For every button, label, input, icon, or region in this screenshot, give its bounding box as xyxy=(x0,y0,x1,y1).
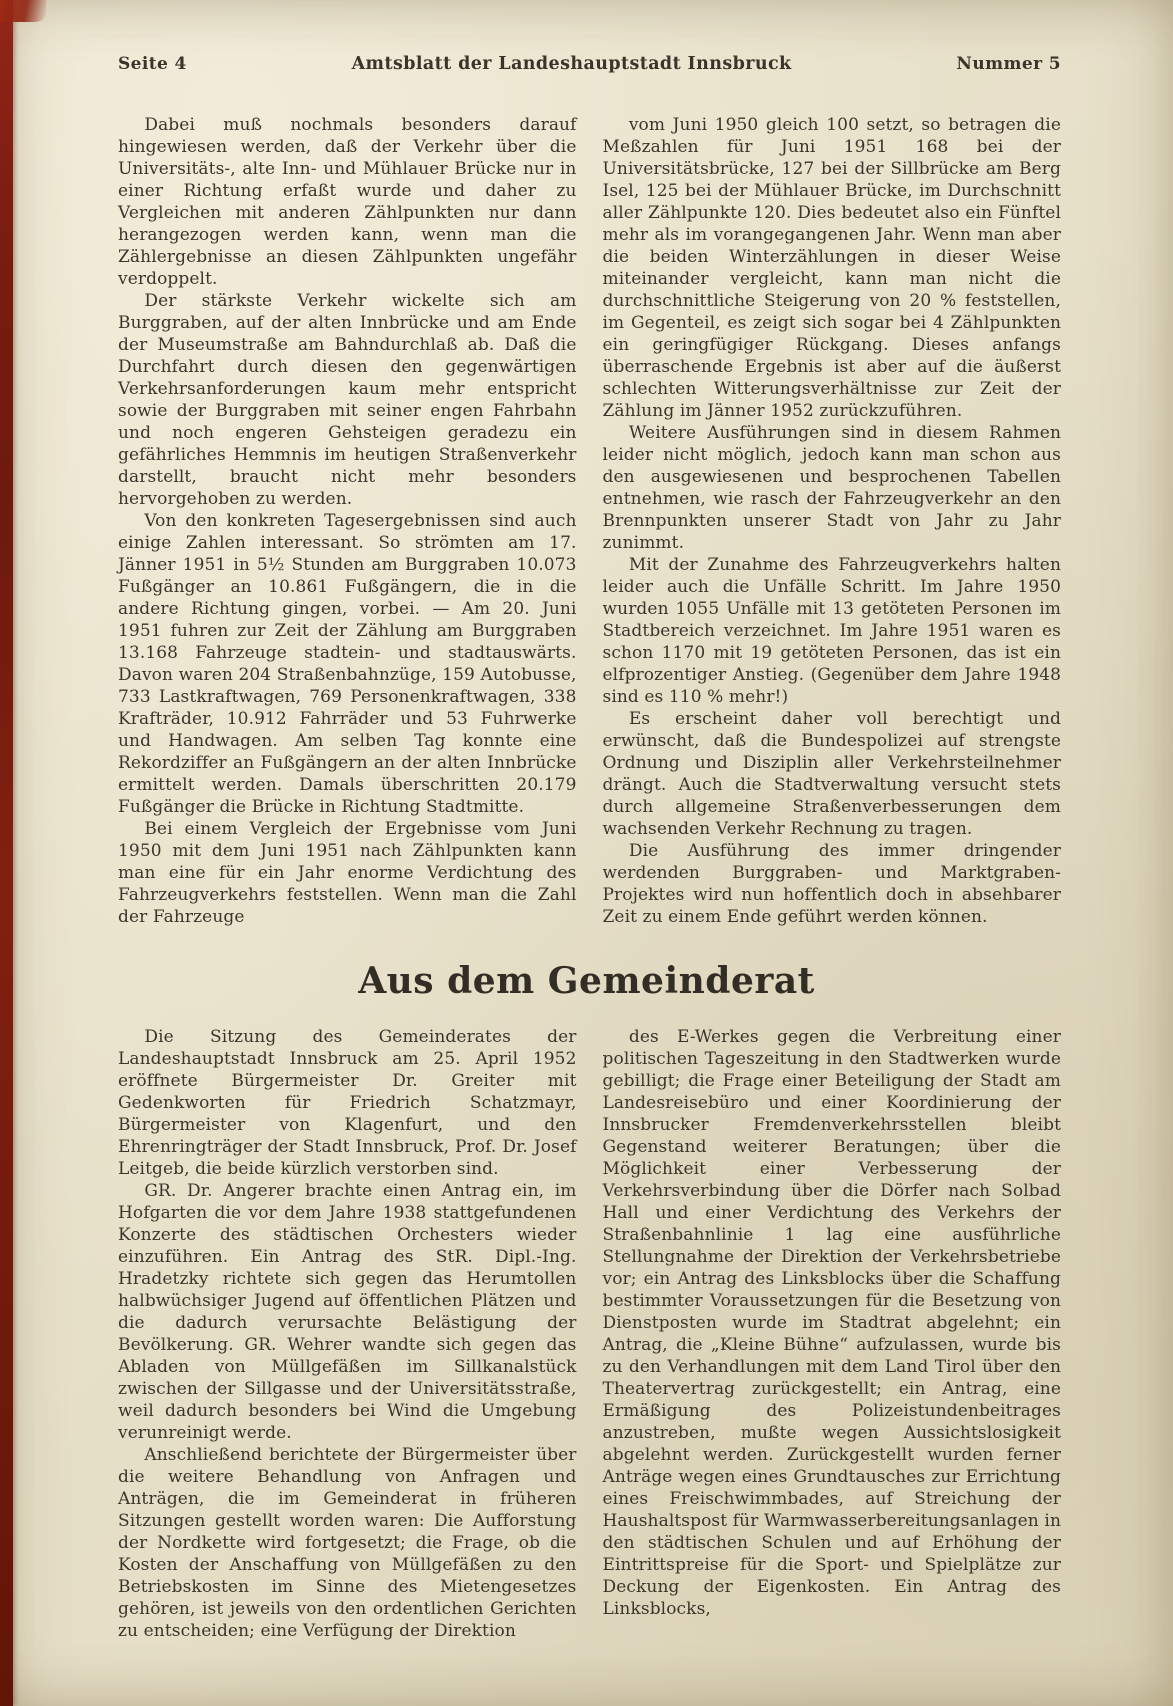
paragraph: Anschließend berichtete der Bürgermeister über die weitere Behandlung von Anfragen und Anträgen, die im Gemeinderat in früheren Sitzungen gestellt worden waren: Die Aufforstung der Nordkette wird fortgesetzt; die Frage, ob die Kosten der Anschaffung von Müllgefäßen zu den Betriebskosten im Sinne des Mietengesetzes gehören, ist jeweils von den ordentlichen Gerichten zu entscheiden; eine Verfügung der Direktion xyxy=(118,1445,577,1641)
council-right-column xyxy=(603,1026,1062,1642)
paragraph: Weitere Ausführungen sind in diesem Rahmen leider nicht möglich, jedoch kann man schon aus den ausgewiesenen und besprochenen Tabellen entnehmen, wie rasch der Fahrzeugverkehr an den Brennpunkten unserer Stadt von Jahr zu Jahr zunimmt. xyxy=(602,423,1061,553)
paragraph: des E-Werkes gegen die Verbreitung einer politischen Tageszeitung in den Stadtwerken wurde gebilligt; die Frage einer Beteiligung der Stadt am Landesreisebüro und einer Koordinierung der Innsbrucker Fremdenverkehrsstellen bleibt Gegenstand weiterer Beratungen; über die Möglichkeit einer Verbesserung der Verkehrsverbindung über die Dörfer nach Solbad Hall und einer Verdichtung des Verkehrs der Straßenbahnlinie 1 lag eine ausführliche Stellungnahme der Direktion der Verkehrsbetriebe vor; ein Antrag des Linksblocks über die Schaffung bestimmter Voraussetzungen für die Besetzung von Dienstposten wurde im Stadtrat abgelehnt; ein Antrag, die „Kleine Bühne“ aufzulassen, wurde bis zu den Verhandlungen mit dem Land Tirol über den Theatervertrag zurückgestellt; ein Antrag, eine Ermäßigung des Polizeistundenbeitrages anzustreben, mußte wegen Aussichtslosigkeit abgelehnt werden. Zurückgestellt wurden ferner Anträge wegen eines Grundtausches zur Errichtung eines Freischwimmbades, auf Streichung der Haushaltspost für Warmwasserbereitungsanlagen in den städtischen Schulen und auf Erhöhung der Eintrittspreise für die Sport- und Spielplätze zur Deckung der Eigenkosten. Ein Antrag des Linksblocks, xyxy=(602,1027,1061,1619)
section-heading: Aus dem Gemeinderat xyxy=(358,960,815,1002)
traffic-right-column xyxy=(603,114,1062,928)
paragraph: Die Sitzung des Gemeinderates der Landeshauptstadt Innsbruck am 25. April 1952 eröffnete Bürgermeister Dr. Greiter mit Gedenkworten für Friedrich Schatzmayr, Bürgermeister von Klagenfurt, und den Ehrenringträger der Stadt Innsbruck, Prof. Dr. Josef Leitgeb, die beide kürzlich verstorben sind. xyxy=(118,1027,577,1179)
paragraph: Dabei muß nochmals besonders darauf hingewiesen werden, daß der Verkehr über die Universitäts-, alte Inn- und Mühlauer Brücke nur in einer Richtung erfaßt wurde und daher zu Vergleichen mit anderen Zählpunkten nur dann herangezogen werden kann, wenn man die Zählergebnisse an diesen Zählpunkten ungefähr verdoppelt. xyxy=(118,115,577,289)
paragraph: vom Juni 1950 gleich 100 setzt, so betragen die Meßzahlen für Juni 1951 168 bei der Universitätsbrücke, 127 bei der Sillbrücke am Berg Isel, 125 bei der Mühlauer Brücke, im Durchschnitt aller Zählpunkte 120. Dies bedeutet also ein Fünftel mehr als im vorangegangenen Jahr. Wenn man aber die beiden Winterzählungen in dieser Weise miteinander vergleicht, kann man nicht die durchschnittliche Steigerung von 20 % feststellen, im Gegenteil, es zeigt sich sogar bei 4 Zählpunkten ein geringfügiger Rückgang. Dieses anfangs überraschende Ergebnis ist aber auf die äußerst schlechten Witterungsverhältnisse zur Zeit der Zählung im Jänner 1952 zurückzuführen. xyxy=(602,115,1061,421)
paragraph: Der stärkste Verkehr wickelte sich am Burggraben, auf der alten Innbrücke und am Ende der Museumstraße am Bahndurchlaß ab. Daß die Durchfahrt durch diesen den gegenwärtigen Verkehrsanforderungen kaum mehr entspricht sowie der Burggraben mit seiner engen Fahrbahn und noch engeren Gehsteigen geradezu ein gefährliches Hemmnis im heutigen Straßenverkehr darstellt, braucht nicht mehr besonders hervorgehoben zu werden. xyxy=(118,291,577,509)
paragraph: Die Ausführung des immer dringender werdenden Burggraben- und Marktgraben-Projektes wird nun hoffentlich doch in absehbarer Zeit zu einem Ende geführt werden können. xyxy=(602,841,1061,927)
paragraph: GR. Dr. Angerer brachte einen Antrag ein, im Hofgarten die vor dem Jahre 1938 stattgefundenen Konzerte des städtischen Orchesters wieder einzuführen. Ein Antrag des StR. Dipl.-Ing. Hradetzky richtete sich gegen das Herumtollen halbwüchsiger Jugend auf öffentlichen Plätzen und die dadurch verursachte Belästigung der Bevölkerung. GR. Wehrer wandte sich gegen das Abladen von Müllgefäßen im Sillkanalstück zwischen der Sillgasse und der Universitätsstraße, weil dadurch besonders bei Wind die Umgebung verunreinigt werde. xyxy=(118,1181,577,1443)
red-corner-mark xyxy=(0,0,46,22)
paragraph: Von den konkreten Tagesergebnissen sind auch einige Zahlen interessant. So strömten am 17. Jänner 1951 in 5½ Stunden am Burggraben 10.073 Fußgänger an 10.861 Fußgängern, die in die andere Richtung gingen, vorbei. — Am 20. Juni 1951 fuhren zur Zeit der Zählung am Burggraben 13.168 Fahrzeuge stadtein- und stadtauswärts. Davon waren 204 Straßenbahnzüge, 159 Autobusse, 733 Lastkraftwagen, 769 Personenkraftwagen, 338 Krafträder, 10.912 Fahrräder und 53 Fuhrwerke und Handwagen. Am selben Tag konnte eine Rekordziffer an Fußgängern an der alten Innbrücke ermittelt werden. Damals überschritten 20.179 Fußgänger die Brücke in Richtung Stadtmitte. xyxy=(118,511,577,817)
issue-number: Nummer 5 xyxy=(956,54,1061,74)
binding-edge-mark xyxy=(0,0,13,1706)
traffic-left-column xyxy=(118,114,577,928)
article-traffic-report xyxy=(0,114,1173,928)
council-left-column xyxy=(118,1026,577,1642)
paragraph: Mit der Zunahme des Fahrzeugverkehrs halten leider auch die Unfälle Schritt. Im Jahre 1950 wurden 1055 Unfälle mit 13 getöteten Personen im Stadtbereich verzeichnet. Im Jahre 1951 waren es schon 1170 mit 19 getöteten Personen, das ist ein elfprozentiger Anstieg. (Gegenüber dem Jahre 1948 sind es 110 % mehr!) xyxy=(602,555,1061,707)
page-number: Seite 4 xyxy=(118,54,187,74)
paragraph: Es erscheint daher voll berechtigt und erwünscht, daß die Bundespolizei auf strengste Ordnung und Disziplin aller Verkehrsteilnehmer drängt. Auch die Stadtverwaltung versucht stets durch allgemeine Straßenverbesserungen dem wachsenden Verkehr Rechnung zu tragen. xyxy=(602,709,1061,839)
paragraph: Bei einem Vergleich der Ergebnisse vom Juni 1950 mit dem Juni 1951 nach Zählpunkten kann man eine für ein Jahr enorme Verdichtung des Fahrzeugverkehrs feststellen. Wenn man die Zahl der Fahrzeuge xyxy=(118,819,577,927)
newspaper-title: Amtsblatt der Landeshauptstadt Innsbruck xyxy=(351,54,792,74)
article-council-report xyxy=(0,1026,1173,1642)
page-header xyxy=(0,0,1173,74)
